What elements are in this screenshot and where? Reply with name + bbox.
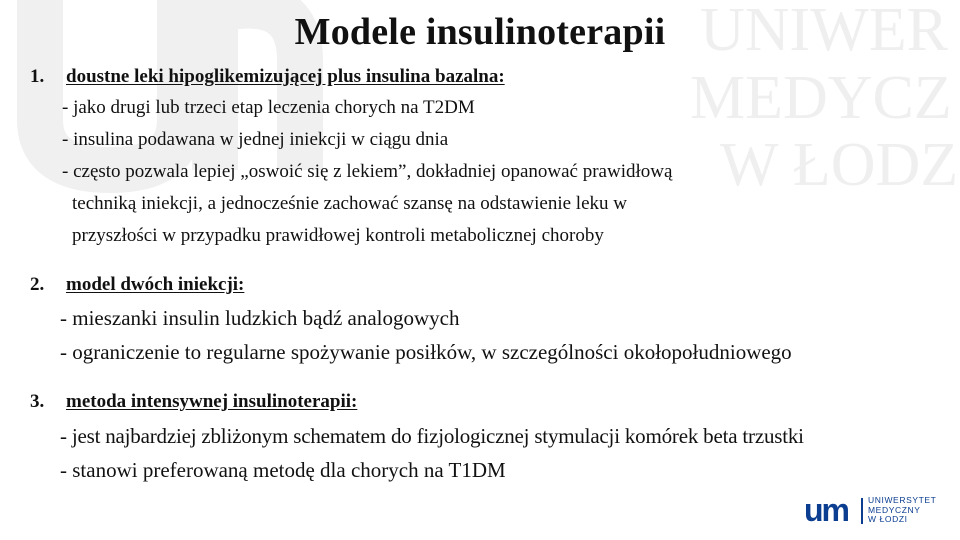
section-3-heading	[30, 391, 357, 413]
section-1-number: 1.	[30, 66, 45, 87]
section-1-label: doustne leki hipoglikemizującej plus insulina bazalna:	[66, 66, 505, 87]
university-logo	[800, 492, 950, 532]
section-2-number: 2.	[30, 274, 45, 295]
logo-mark: um	[804, 492, 848, 528]
section-1-bullet-3: - często pozwala lepiej „oswoić się z lekiem”, dokładniej opanować prawidłową	[62, 161, 673, 182]
section-2-bullet-1: - mieszanki insulin ludzkich bądź analogowych	[60, 306, 460, 330]
watermark-line-3: W ŁODZ	[720, 131, 959, 199]
logo-line-2: MEDYCZNY	[868, 504, 921, 515]
section-2-heading	[30, 274, 244, 296]
logo-line-3: W ŁODZI	[868, 514, 908, 524]
logo-text	[868, 496, 936, 525]
section-3-label: metoda intensywnej insulinoterapii:	[66, 391, 358, 412]
section-1-heading	[30, 66, 505, 88]
section-3-bullet-2: - stanowi preferowaną metodę dla chorych na T1DM	[60, 458, 506, 482]
watermark-line-1: UNIWER	[700, 0, 948, 64]
section-2-label: model dwóch iniekcji:	[66, 274, 245, 295]
section-1-bullet-2: - insulina podawana w jednej iniekcji w ciągu dnia	[62, 129, 449, 150]
section-1-bullet-3-cont-2: przyszłości w przypadku prawidłowej kontroli metabolicznej choroby	[72, 225, 604, 246]
logo-line-1: UNIWERSYTET	[868, 495, 937, 505]
section-3-number: 3.	[30, 391, 45, 412]
section-3-bullet-1: - jest najbardziej zbliżonym schematem do fizjologicznej stymulacji komórek beta trzustki	[60, 424, 804, 448]
watermark-line-2: MEDYCZ	[690, 64, 952, 132]
section-1-bullet-1: - jako drugi lub trzeci etap leczenia chorych na T2DM	[62, 97, 475, 118]
section-2-bullet-2: - ograniczenie to regularne spożywanie posiłków, w szczególności okołopołudniowego	[60, 340, 792, 364]
logo-divider	[861, 498, 863, 524]
page-title: Modele insulinoterapii	[294, 11, 666, 53]
section-1-bullet-3-cont-1: techniką iniekcji, a jednocześnie zachować szansę na odstawienie leku w	[72, 193, 627, 214]
